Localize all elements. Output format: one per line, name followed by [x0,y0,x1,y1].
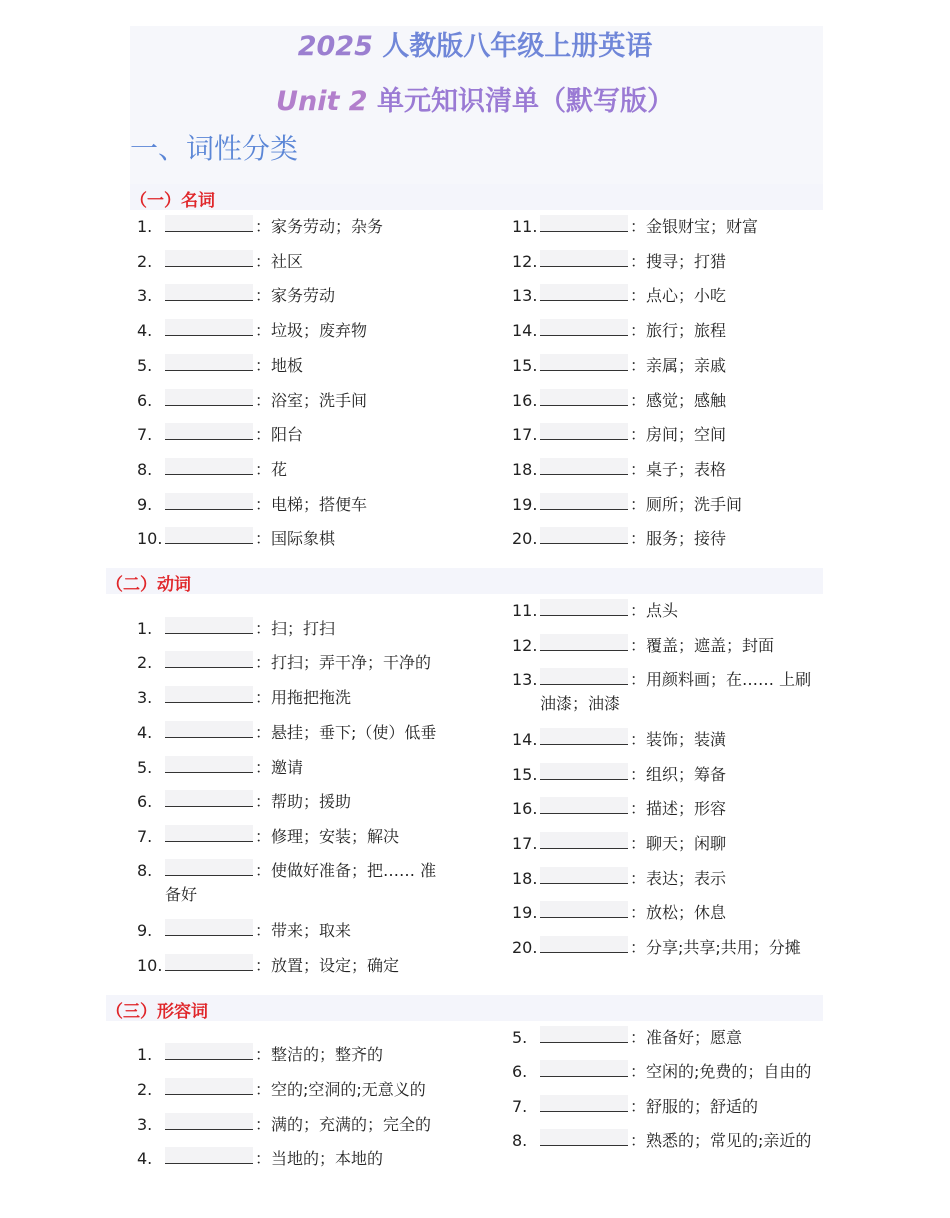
item-meaning-continued: 备好 [165,885,198,904]
nouns-heading: （一）名词 [130,191,215,211]
item-meaning: ：用颜料画；在…… 上刷 [630,670,812,689]
list-item [137,458,287,482]
list-item [512,319,726,343]
answer-blank[interactable] [165,954,253,971]
answer-blank[interactable] [540,319,628,336]
list-item [137,1043,383,1067]
item-meaning: ：描述；形容 [630,799,727,818]
item-meaning-continued: 油漆；油漆 [540,694,621,713]
item-number: 5. [137,356,153,375]
item-number: 11. [512,217,538,236]
list-item [512,1060,811,1084]
answer-blank[interactable] [540,634,628,651]
item-number: 9. [137,495,153,514]
page-subtitle: Unit 2 单元知识清单（默写版） [276,86,674,117]
item-number: 12. [512,252,538,271]
answer-blank[interactable] [165,825,253,842]
answer-blank[interactable] [540,250,628,267]
answer-blank[interactable] [540,1129,628,1146]
item-meaning: ：表达；表示 [630,869,727,888]
list-item [512,423,726,447]
list-item [512,763,726,787]
item-meaning: ：当地的；本地的 [255,1149,384,1168]
item-meaning: ：满的；充满的；完全的 [255,1115,432,1134]
list-item [137,215,383,239]
item-number: 3. [137,286,153,305]
item-meaning: ：帮助；援助 [255,792,352,811]
answer-blank[interactable] [540,867,628,884]
list-item [512,1095,758,1119]
item-meaning: ：打扫；弄干净；干净的 [255,653,432,672]
answer-blank[interactable] [540,797,628,814]
list-item [137,825,399,849]
list-item [512,458,726,482]
item-number: 3. [137,1115,153,1134]
list-item [137,284,335,308]
verbs-heading-band [106,568,823,594]
item-meaning: ：带来；取来 [255,921,352,940]
answer-blank[interactable] [165,1147,253,1164]
answer-blank[interactable] [540,493,628,510]
list-item [137,493,367,517]
list-item [512,354,726,378]
item-meaning: ：修理；安装；解决 [255,827,400,846]
item-number: 2. [137,653,153,672]
item-number: 14. [512,321,538,340]
list-item [512,493,742,517]
list-item [512,389,726,413]
answer-blank[interactable] [540,599,628,616]
answer-blank[interactable] [540,458,628,475]
item-meaning: ：阳台 [255,425,304,444]
item-number: 3. [137,688,153,707]
item-number: 4. [137,321,153,340]
answer-blank[interactable] [540,728,628,745]
answer-blank[interactable] [540,936,628,953]
item-number: 7. [137,425,153,444]
item-number: 15. [512,356,538,375]
item-number: 18. [512,869,538,888]
list-item [137,721,436,745]
item-meaning: ：厕所；洗手间 [630,495,743,514]
list-item [512,215,758,239]
list-item [512,832,726,856]
item-number: 10. [137,529,163,548]
item-number: 7. [137,827,153,846]
item-number: 2. [137,1080,153,1099]
list-item [137,1113,431,1137]
list-item [512,250,726,274]
list-item [137,354,303,378]
nouns-heading-band [130,184,823,210]
item-meaning: ：金银财宝；财富 [630,217,759,236]
item-meaning: ：社区 [255,252,304,271]
item-meaning: ：整洁的；整齐的 [255,1045,384,1064]
item-number: 14. [512,730,538,749]
item-meaning: ：旅行；旅程 [630,321,727,340]
answer-blank[interactable] [540,215,628,232]
answer-blank[interactable] [165,1043,253,1060]
adjectives-heading: （三）形容词 [106,1002,208,1022]
item-number: 15. [512,765,538,784]
list-item [137,617,335,641]
item-number: 20. [512,529,538,548]
list-item [512,634,774,658]
item-meaning: ：使做好准备；把…… 准 [255,861,437,880]
item-meaning: ：放松；休息 [630,903,727,922]
list-item [512,797,726,821]
item-number: 4. [137,723,153,742]
answer-blank[interactable] [165,527,253,544]
answer-blank[interactable] [165,423,253,440]
item-number: 5. [512,1028,528,1047]
item-number: 5. [137,758,153,777]
item-meaning: ：扫；打扫 [255,619,336,638]
list-item [137,389,367,413]
list-item [137,423,303,447]
item-meaning: ：房间；空间 [630,425,727,444]
answer-blank[interactable] [540,763,628,780]
answer-blank[interactable] [165,617,253,634]
item-number: 18. [512,460,538,479]
list-item [137,756,303,780]
item-meaning: ：放置；设定；确定 [255,956,400,975]
answer-blank[interactable] [165,859,253,876]
item-number: 1. [137,619,153,638]
answer-blank[interactable] [165,458,253,475]
verbs-heading: （二）动词 [106,575,191,595]
list-item [137,1147,383,1171]
item-meaning: ：搜寻；打猎 [630,252,727,271]
item-meaning: ：熟悉的；常见的;亲近的 [630,1131,812,1150]
item-number: 6. [512,1062,528,1081]
answer-blank[interactable] [540,284,628,301]
list-item [512,728,726,752]
item-number: 19. [512,903,538,922]
item-meaning: ：组织；筹备 [630,765,727,784]
item-meaning: ：分享;共享;共用；分摊 [630,938,801,957]
list-item [512,599,678,623]
item-number: 13. [512,286,538,305]
item-number: 9. [137,921,153,940]
item-meaning: ：垃圾；废弃物 [255,321,368,340]
answer-blank[interactable] [165,686,253,703]
item-number: 11. [512,601,538,620]
answer-blank[interactable] [165,250,253,267]
item-number: 10. [137,956,163,975]
item-meaning: ：浴室；洗手间 [255,391,368,410]
list-item [137,790,351,814]
item-meaning: ：桌子；表格 [630,460,727,479]
list-item [137,651,431,675]
item-meaning: ：感觉；感触 [630,391,727,410]
item-number: 6. [137,792,153,811]
section-heading: 一、词性分类 [130,132,299,165]
list-item [137,1078,426,1102]
item-meaning: ：服务；接待 [630,529,727,548]
item-number: 8. [137,460,153,479]
item-meaning: ：空闲的;免费的；自由的 [630,1062,812,1081]
answer-blank[interactable] [540,527,628,544]
answer-blank[interactable] [540,354,628,371]
item-meaning: ：国际象棋 [255,529,336,548]
item-meaning: ：点心；小吃 [630,286,727,305]
list-item [512,936,801,960]
item-number: 12. [512,636,538,655]
answer-blank[interactable] [165,215,253,232]
item-meaning: ：亲属；亲戚 [630,356,727,375]
answer-blank[interactable] [540,668,628,685]
list-item [137,527,335,551]
item-meaning: ：电梯；搭便车 [255,495,368,514]
list-item [137,686,351,710]
answer-blank[interactable] [540,1026,628,1043]
answer-blank[interactable] [540,1095,628,1112]
list-item [137,319,367,343]
answer-blank[interactable] [540,423,628,440]
list-item [137,954,399,978]
answer-blank[interactable] [165,1113,253,1130]
item-number: 17. [512,834,538,853]
item-number: 19. [512,495,538,514]
item-number: 2. [137,252,153,271]
item-number: 7. [512,1097,528,1116]
answer-blank[interactable] [540,1060,628,1077]
adjectives-heading-band [106,995,823,1021]
item-meaning: ：聊天；闲聊 [630,834,727,853]
item-meaning: ：空的;空洞的;无意义的 [255,1080,426,1099]
answer-blank[interactable] [165,284,253,301]
item-number: 8. [137,861,153,880]
item-meaning: ：准备好；愿意 [630,1028,743,1047]
answer-blank[interactable] [165,756,253,773]
item-meaning: ：家务劳动；杂务 [255,217,384,236]
answer-blank[interactable] [540,389,628,406]
list-item [512,668,811,692]
answer-blank[interactable] [540,901,628,918]
item-meaning: ：地板 [255,356,304,375]
list-item [137,250,303,274]
answer-blank[interactable] [540,832,628,849]
item-meaning: ：舒服的；舒适的 [630,1097,759,1116]
item-number: 1. [137,217,153,236]
item-number: 8. [512,1131,528,1150]
item-number: 17. [512,425,538,444]
item-meaning: ：装饰；装潢 [630,730,727,749]
answer-blank[interactable] [165,721,253,738]
answer-blank[interactable] [165,1078,253,1095]
answer-blank[interactable] [165,651,253,668]
list-item [512,1129,811,1153]
item-meaning: ：悬挂；垂下;（使）低垂 [255,723,437,742]
item-meaning: ：覆盖；遮盖；封面 [630,636,775,655]
list-item [512,284,726,308]
item-meaning: ：用拖把拖洗 [255,688,352,707]
answer-blank[interactable] [165,389,253,406]
answer-blank[interactable] [165,493,253,510]
list-item [512,527,726,551]
list-item [137,859,436,883]
item-number: 1. [137,1045,153,1064]
list-item [512,901,726,925]
answer-blank[interactable] [165,919,253,936]
item-meaning: ：家务劳动 [255,286,336,305]
item-meaning: ：点头 [630,601,679,620]
item-number: 20. [512,938,538,957]
answer-blank[interactable] [165,790,253,807]
item-meaning: ：邀请 [255,758,304,777]
list-item [512,1026,742,1050]
answer-blank[interactable] [165,354,253,371]
item-number: 16. [512,799,538,818]
item-number: 13. [512,670,538,689]
answer-blank[interactable] [165,319,253,336]
list-item [512,867,726,891]
item-meaning: ：花 [255,460,288,479]
page-title: 2025 人教版八年级上册英语 [297,31,653,62]
list-item [137,919,351,943]
item-number: 4. [137,1149,153,1168]
item-number: 16. [512,391,538,410]
item-number: 6. [137,391,153,410]
